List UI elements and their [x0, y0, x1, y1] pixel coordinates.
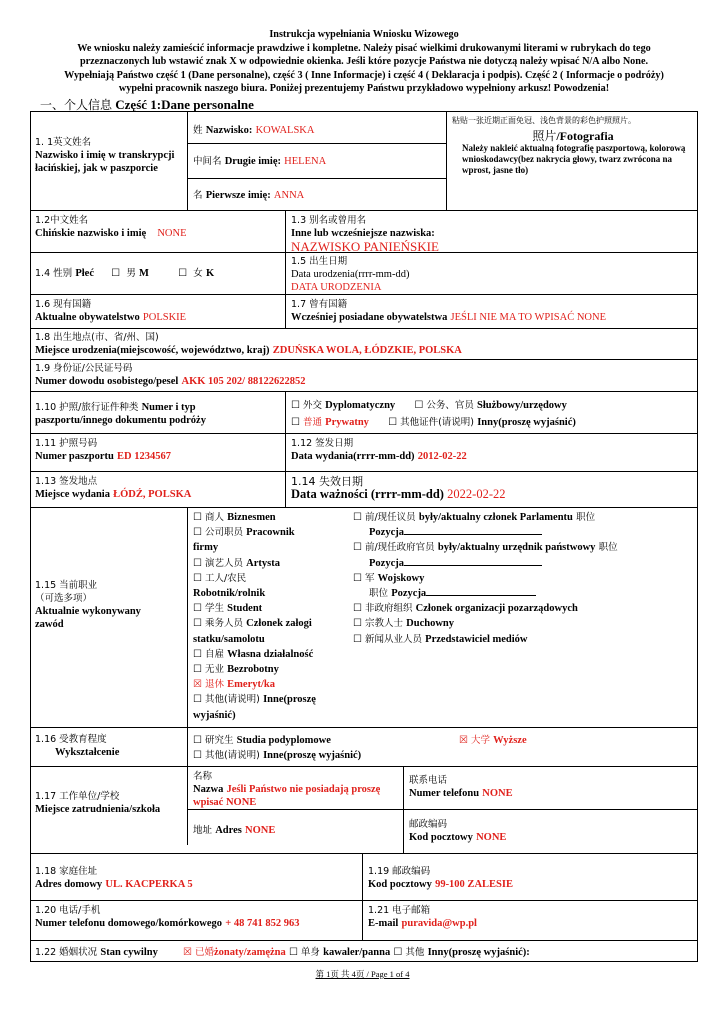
- occupation-clergy[interactable]: ☐ 宗教人士 Duchowny: [353, 618, 455, 630]
- issue-place-value[interactable]: ŁÓDŹ, POLSKA: [113, 489, 192, 500]
- photo-box[interactable]: 粘贴一张近期正面免冠、浅色背景的彩色护照照片。 照片/Fotografia Należy nakleić aktualną fotografię paszportową, kolorową wnioskodawcy(bez nakrycia głowy, twarz zwrócona na wprost, jasne tło): [448, 112, 698, 178]
- field-1-2: 1.2中文姓名 Chińskie nazwisko i imię NONE: [35, 215, 187, 239]
- employer-address: 地址 Adres NONE: [193, 825, 276, 836]
- occupation-ngo[interactable]: ☐ 非政府组织 Członek organizacji pozarządowych: [353, 603, 578, 615]
- visa-form: [30, 111, 698, 962]
- education-other[interactable]: ☐ 其他(请说明) Inne(proszę wyjaśnić): [193, 750, 362, 761]
- option-other-document[interactable]: ☐ 其他证件(请说明) Inny(proszę wyjaśnić): [388, 417, 576, 428]
- occupation-options-left: [189, 508, 349, 725]
- occupation-parliament[interactable]: ☐ 前/现任议员 były/aktualny członek Parlamentu 职位: [353, 512, 596, 523]
- field-1-4: 1.4 性别 Płeć ☐ 男 M ☐ 女 K: [35, 268, 215, 279]
- occupation-crew[interactable]: ☐ 乘务人员 Członek załogi statku/samolotu: [193, 618, 312, 645]
- header-line: wypełni pracownik naszego biura. Poniżej prezentujemy Państwu przykładowo wypełniony arkusz! Powodzenia!: [118, 83, 610, 94]
- field-1-22: 1.22 婚姻状况 Stan cywilny ☒ 已婚żonaty/zamężna ☐ 单身 kawaler/panna ☐ 其他 Inny(proszę wyjaśnić):: [35, 947, 530, 958]
- field-1-6: 1.6 现有国籍 Aktualne obywatelstwo POLSKIE: [35, 299, 187, 323]
- birthplace-value[interactable]: ZDUŃSKA WOLA, ŁÓDZKIE, POLSKA: [272, 345, 462, 356]
- employer-phone: 联系电话 Numer telefonu NONE: [409, 775, 513, 799]
- nationality-value[interactable]: POLSKIE: [142, 312, 187, 323]
- employer-name: 名称 Nazwa Jeśli Państwo nie posiadają proszę wpisać NONE: [193, 771, 381, 808]
- employer-phone-value[interactable]: NONE: [482, 788, 513, 799]
- expiry-date-value[interactable]: 2022-02-22: [447, 487, 506, 501]
- phone-value[interactable]: + 48 741 852 963: [225, 918, 300, 929]
- occupation-other[interactable]: ☐ 其他(请说明) Inne(proszę wyjaśnić): [193, 694, 316, 721]
- given-name-row: 名 Pierwsze imię: ANNA: [193, 190, 305, 201]
- surname-row: 姓 Nazwisko: KOWALSKA: [193, 125, 315, 136]
- given-name-value[interactable]: ANNA: [273, 190, 305, 201]
- employer-name-value[interactable]: Jeśli Państwo nie posiadają proszę wpisać NONE: [193, 784, 381, 808]
- education-postgraduate[interactable]: ☐ 研究生 Studia podyplomowe: [193, 735, 331, 746]
- field-1-10-label: 1.10 护照/旅行证件种类 Numer i typ paszportu/innego dokumentu podróży: [35, 402, 206, 426]
- middle-name-row: 中间名 Drugie imię: HELENA: [193, 156, 327, 167]
- id-number-value[interactable]: AKK 105 202/ 88122622852: [181, 376, 306, 387]
- option-service[interactable]: ☐ 公务、官员 Służbowy/urzędowy: [414, 400, 567, 411]
- field-1-13: 1.13 签发地点 Miejsce wydania ŁÓDŹ, POLSKA: [35, 476, 192, 500]
- field-1-17-label: 1.17 工作单位/学校 Miejsce zatrudnienia/szkoła: [35, 791, 161, 815]
- checkbox-male[interactable]: ☐: [111, 268, 121, 279]
- marital-married[interactable]: ☒ 已婚żonaty/zamężna: [183, 947, 286, 958]
- occupation-businessman[interactable]: ☐ 商人 Biznesmen: [193, 512, 276, 523]
- middle-name-value[interactable]: HELENA: [284, 156, 327, 167]
- field-1-20: 1.20 电话/手机 Numer telefonu domowego/komórkowego + 48 741 852 963: [35, 905, 300, 929]
- employer-zip: 邮政编码 Kod pocztowy NONE: [409, 819, 507, 843]
- occupation-official[interactable]: ☐ 前/现任政府官员 były/aktualny urzędnik państwowy 职位: [353, 542, 618, 554]
- instructions-header: [18, 28, 710, 96]
- option-diplomatic[interactable]: ☐ 外交 Dyplomatyczny: [291, 400, 396, 411]
- home-address-value[interactable]: UL. KACPERKA 5: [105, 879, 193, 890]
- surname-value[interactable]: KOWALSKA: [255, 125, 315, 136]
- field-1-21: 1.21 电子邮箱 E-mail puravida@wp.pl: [368, 905, 477, 929]
- header-line: Wypełniają Państwo część 1 (Dane personalne), część 3 ( Inne Informacje) i część 4 ( Deklaracja i podpis). Część 2 ( Informacje o podróży): [64, 69, 664, 81]
- field-1-12: 1.12 签发日期 Data wydania(rrrr-mm-dd) 2012-02-22: [291, 438, 467, 462]
- field-1-14: 1.14 失效日期 Data ważności (rrrr-mm-dd) 2022-02-22: [291, 475, 506, 501]
- passport-number-value[interactable]: ED 1234567: [117, 451, 172, 462]
- header-title: Instrukcja wypełniania Wniosku Wizowego: [269, 29, 459, 40]
- header-line: We wniosku należy zamieścić informacje prawdziwe i kompletne. Należy pisać wielkimi drukowanymi literami w rubrykach do tego: [77, 42, 651, 54]
- field-1-19: 1.19 邮政编码 Kod pocztowy 99-100 ZALESIE: [368, 866, 513, 890]
- field-1-15-label: 1.15 当前职业 （可选多项） Aktualnie wykonywany zawód: [35, 580, 141, 630]
- page-number: 第 1页 共 4页 / Page 1 of 4: [315, 969, 410, 979]
- section-title: 一、个人信息 Część 1:Dane personalne: [40, 97, 254, 112]
- checkbox-female[interactable]: ☐: [178, 268, 188, 279]
- marital-single[interactable]: ☐ 单身 kawaler/panna: [288, 947, 391, 958]
- occupation-employee[interactable]: ☐ 公司职员 Pracownik firmy: [193, 527, 295, 554]
- passport-type-options: [287, 397, 698, 431]
- occupation-media[interactable]: ☐ 新闻从业人员 Przedstawiciel mediów: [353, 633, 528, 645]
- occupation-worker[interactable]: ☐ 工人/农民 Robotnik/rolnik: [193, 572, 266, 600]
- occupation-artist[interactable]: ☐ 演艺人员 Artysta: [193, 557, 280, 569]
- marital-other[interactable]: ☐ 其他 Inny(proszę wyjaśnić):: [393, 947, 530, 958]
- occupation-student[interactable]: ☐ 学生 Student: [193, 603, 263, 615]
- option-ordinary[interactable]: ☐ 普通 Prywatny: [291, 417, 369, 428]
- birth-date-value[interactable]: DATA URODZENIA: [291, 282, 382, 293]
- occupation-options-right: ☐ 前/现任议员 były/aktualny członek Parlamentu 职位 Pozycja ☐ 前/现任政府官员 były/aktualny urzędnik państwowy 职位 Pozycja ☐ 军 Wojskowy 职位 Pozycja ☐ 非政府组织 Członek organizacji pozarządowych ☐ 宗教人士 Duchowny ☐ 新闻从业人员 Przedstawiciel mediów: [349, 508, 697, 649]
- occupation-unemployed[interactable]: ☐ 无业 Bezrobotny: [193, 664, 279, 676]
- field-1-16-label: 1.16 受教育程度 Wykształcenie: [35, 734, 120, 758]
- page-footer: [0, 968, 725, 980]
- field-1-9: 1.9 身份证/公民证号码 Numer dowodu osobistego/pesel AKK 105 202/ 88122622852: [35, 363, 306, 387]
- field-1-1-label: 1. 1英文姓名 Nazwisko i imię w transkrypcji łacińskiej, jak w paszporcie: [35, 137, 175, 174]
- former-names-value[interactable]: NAZWISKO PANIEŃSKIE: [291, 239, 439, 254]
- field-1-11: 1.11 护照号码 Numer paszportu ED 1234567: [35, 438, 172, 462]
- photo-note: Należy nakleić aktualną fotografię paszportową, kolorową wnioskodawcy(bez nakrycia głowy, twarz zwrócona na wprost, jasne tło): [462, 143, 686, 175]
- chinese-name-value[interactable]: NONE: [157, 228, 187, 239]
- education-higher[interactable]: ☒ 大学 Wyższe: [459, 735, 527, 746]
- email-value[interactable]: puravida@wp.pl: [401, 918, 477, 929]
- field-1-18: 1.18 家庭住址 Adres domowy UL. KACPERKA 5: [35, 866, 193, 890]
- occupation-military[interactable]: ☐ 军 Wojskowy: [353, 572, 425, 584]
- header-line: przeznaczonych lub wstawić znak X w odpowiednie okienka. Jeśli które pozycje Państwa nie dotyczą należy wpisać N/A albo None.: [79, 56, 649, 67]
- employer-address-value[interactable]: NONE: [245, 825, 276, 836]
- home-zip-value[interactable]: 99-100 ZALESIE: [435, 879, 513, 890]
- employer-zip-value[interactable]: NONE: [476, 832, 507, 843]
- field-1-8: 1.8 出生地点(市、省/州、国) Miejsce urodzenia(miejscowość, województwo, kraj) ZDUŃSKA WOLA, ŁÓDZKIE, POLSKA: [35, 332, 462, 356]
- occupation-retired[interactable]: ☒ 退休 Emeryt/ka: [193, 679, 275, 691]
- issue-date-value[interactable]: 2012-02-22: [417, 451, 467, 462]
- education-options: [189, 731, 697, 765]
- former-nationality-value[interactable]: JEŚLI NIE MA TO WPISAĆ NONE: [450, 312, 606, 323]
- field-1-3: 1.3 别名或曾用名 Inne lub wcześniejsze nazwiska: NAZWISKO PANIEŃSKIE: [287, 212, 698, 255]
- field-1-5: 1.5 出生日期 Data urodzenia(rrrr-mm-dd) DATA URODZENIA: [287, 253, 698, 296]
- field-1-7: 1.7 曾有国籍 Wcześniej posiadane obywatelstwa JEŚLI NIE MA TO WPISAĆ NONE: [291, 299, 606, 323]
- occupation-self-employed[interactable]: ☐ 自雇 Własna działalność: [193, 648, 314, 660]
